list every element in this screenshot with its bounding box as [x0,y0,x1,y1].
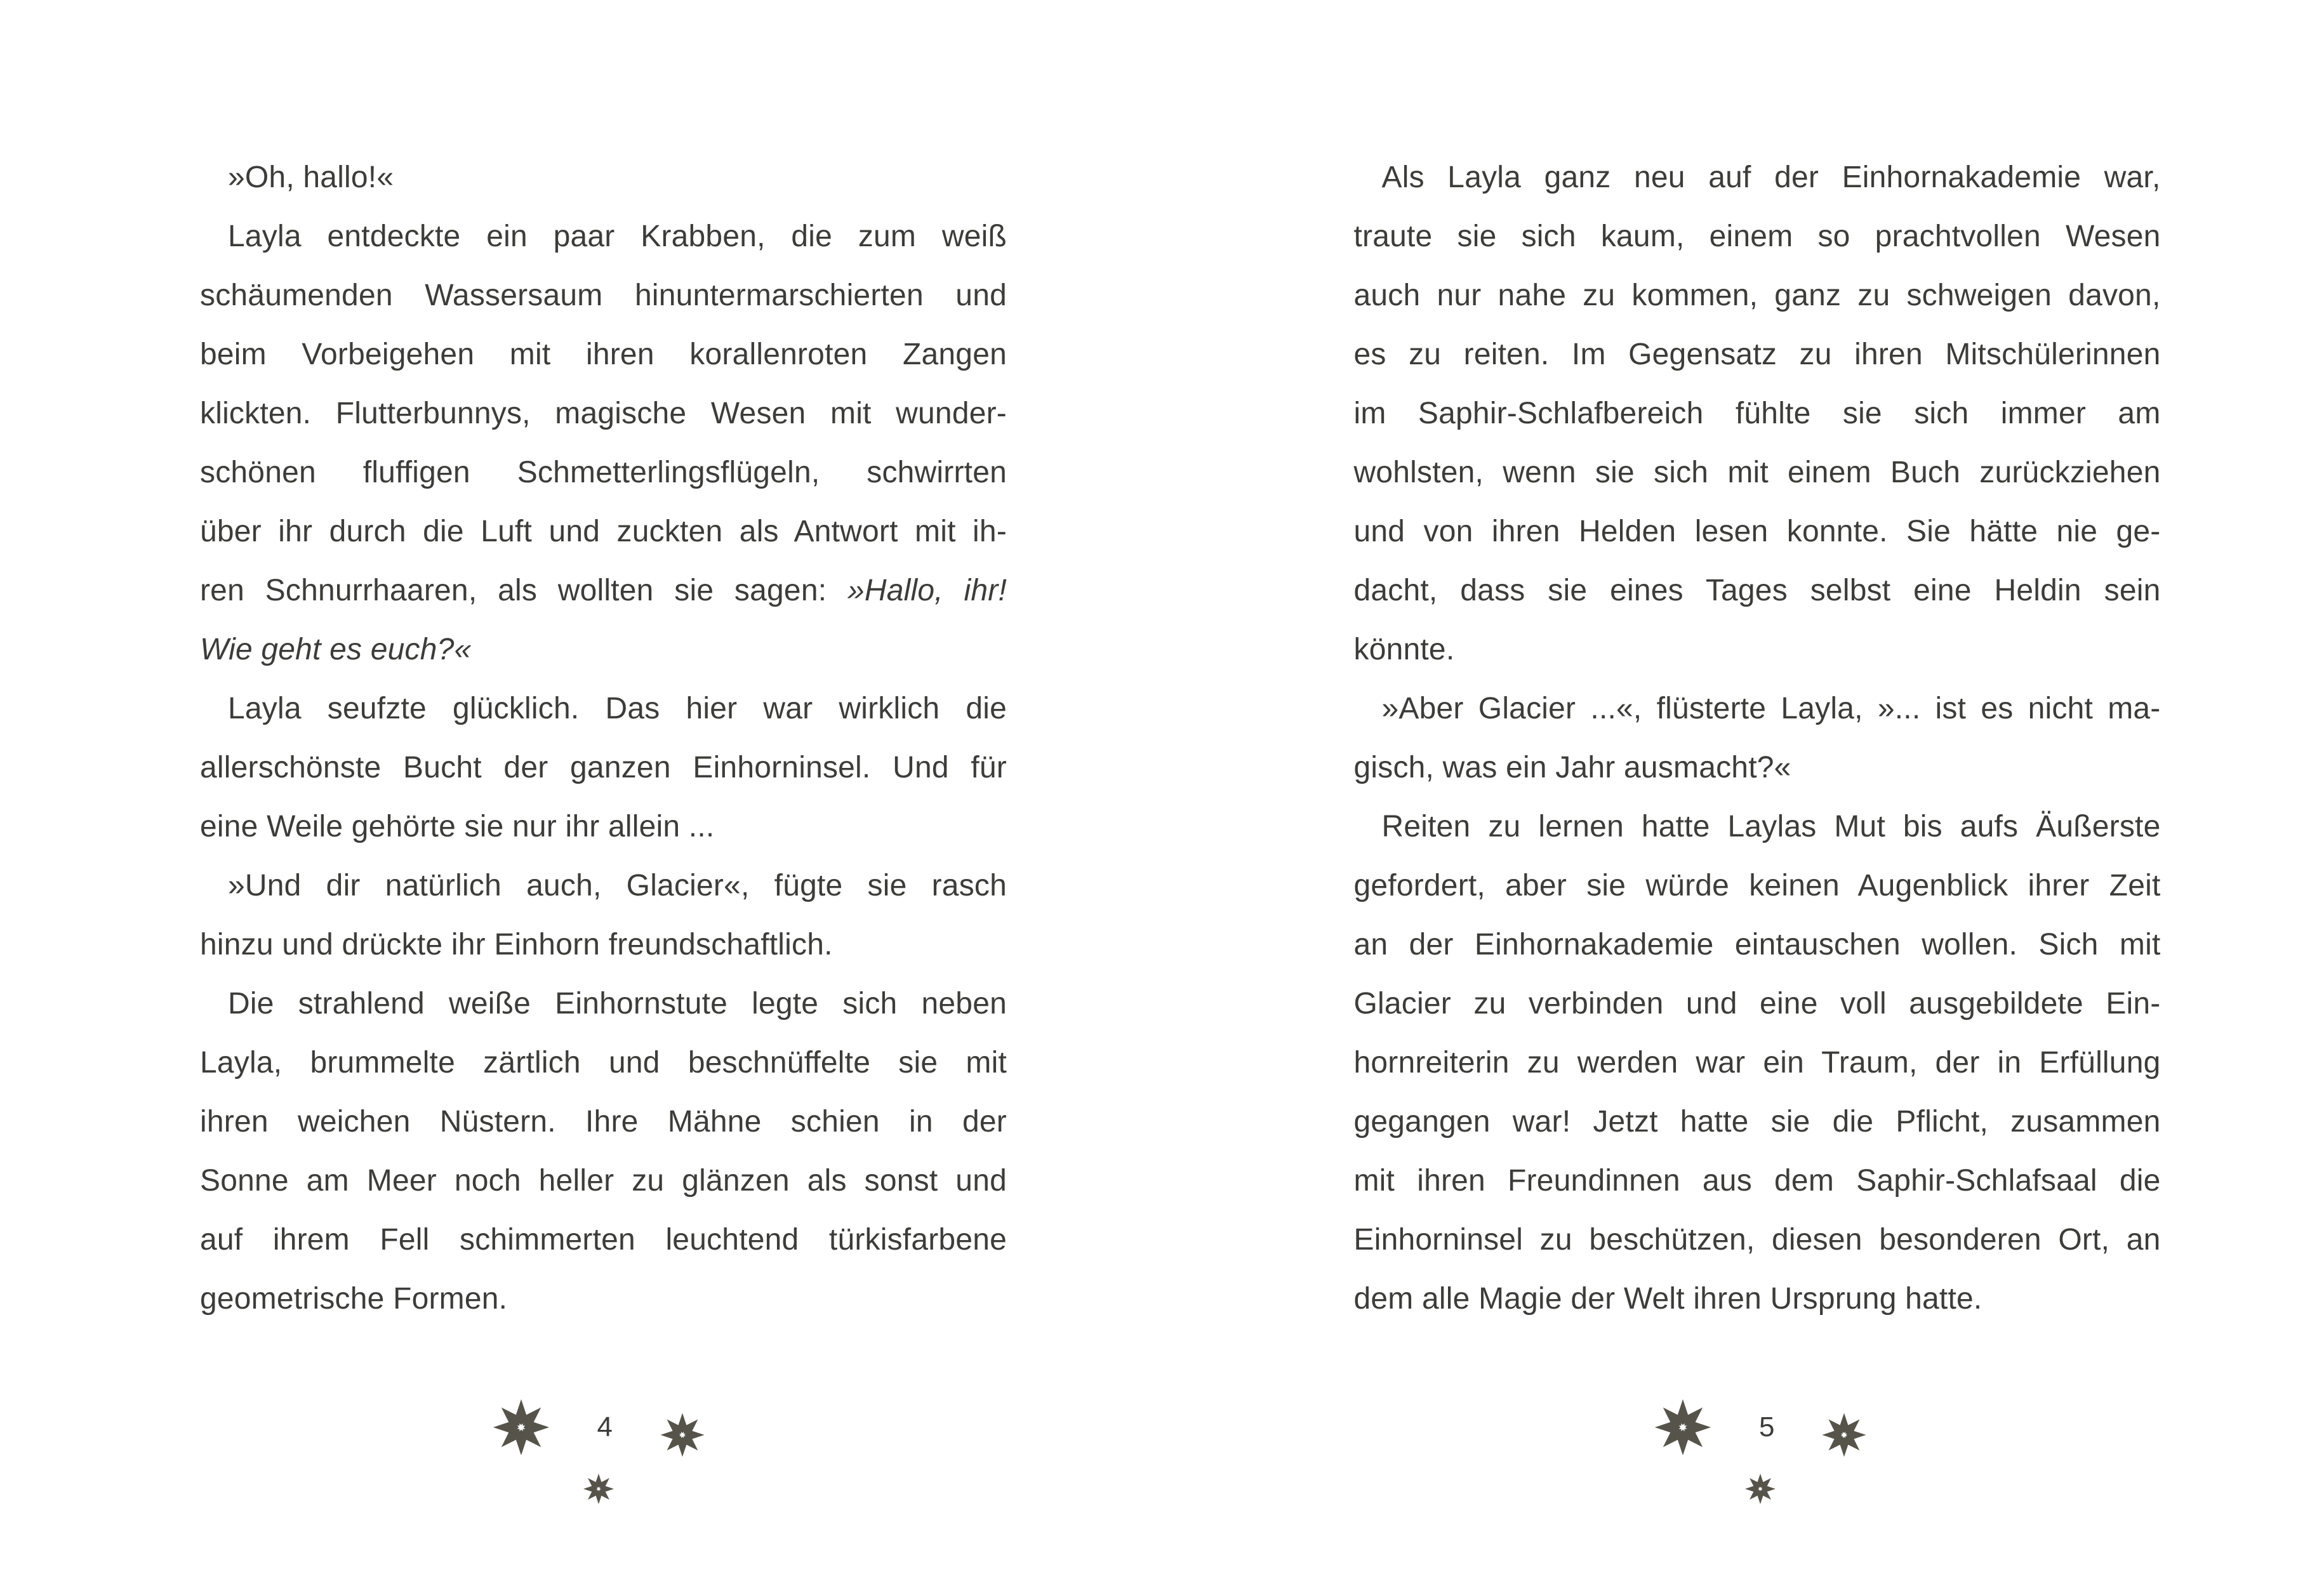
text-line [200,679,1007,738]
text-segment: an der Einhornakademie eintauschen wollen. Sich mit [1353,928,2161,961]
text-segment: Die strahlend weiße Einhornstute legte sich neben [228,987,1007,1020]
italic-text-segment: »Hallo, ihr! [847,574,1007,607]
text-line [1354,797,2161,856]
text-line [1354,915,2161,974]
text-line [200,915,1007,974]
text-segment: hinzu und drückte ihr Einhorn freundschaftlich. [200,928,833,961]
text-segment: Einhorninsel zu beschützen, diesen besonderen Ort, an [1353,1223,2161,1257]
text-line [200,502,1007,561]
text-segment: allerschönste Bucht der ganzen Einhorninsel. Und für [200,751,1007,784]
text-segment: dacht, dass sie eines Tages selbst eine Heldin sein [1353,574,2161,607]
text-segment: es zu reiten. Im Gegensatz zu ihren Mitschülerinnen [1353,338,2161,371]
text-segment: gegangen war! Jetzt hatte sie die Pflicht, zusammen [1353,1105,2161,1139]
text-line [1354,561,2161,620]
text-segment: ihren weichen Nüstern. Ihre Mähne schien in der [200,1105,1007,1139]
text-line [200,620,1007,679]
text-segment: über ihr durch die Luft und zuckten als Antwort mit ih- [200,515,1007,548]
text-line [200,148,1007,207]
text-line [1354,1269,2161,1328]
flower-star-icon [1821,1412,1867,1458]
text-line [200,974,1007,1033]
page-number: 4 [597,1411,613,1443]
text-line [200,561,1007,620]
flower-star-icon [1654,1398,1712,1456]
text-line [1354,1210,2161,1269]
text-line [1354,325,2161,384]
text-line [1354,384,2161,443]
text-line [1354,679,2161,738]
text-line [1354,207,2161,266]
ornament-row [1654,1398,1867,1456]
text-segment: Reiten zu lernen hatte Laylas Mut bis aufs Äußerste [1381,810,2161,843]
text-line [1354,1033,2161,1092]
page-footer [1162,1398,2324,1505]
page-text [1354,148,2161,1328]
page-footer [0,1398,1162,1505]
text-segment: könnte. [1353,633,1455,666]
text-line [1354,502,2161,561]
text-line [1354,266,2161,325]
text-segment: »Und dir natürlich auch, Glacier«, fügte sie rasch [228,869,1007,902]
text-line [200,1033,1007,1092]
text-line [1354,443,2161,502]
text-segment: schönen fluffigen Schmetterlingsflügeln, schwirrten [200,456,1007,489]
text-line [1354,738,2161,797]
text-line [200,1151,1007,1210]
text-line [200,1210,1007,1269]
text-segment: mit ihren Freundinnen aus dem Saphir-Schlafsaal die [1353,1164,2161,1198]
text-segment: gisch, was ein Jahr ausmacht?« [1353,751,1791,784]
text-line [200,443,1007,502]
text-segment: und von ihren Helden lesen konnte. Sie hätte nie ge- [1353,515,2161,548]
text-segment: klickten. Flutterbunnys, magische Wesen mit wunder- [200,397,1007,430]
flower-star-icon [492,1398,550,1456]
text-segment: Glacier zu verbinden und eine voll ausgebildete Ein- [1353,987,2161,1020]
text-line [1354,974,2161,1033]
text-line [200,1269,1007,1328]
text-line [1354,1151,2161,1210]
page-number: 5 [1759,1411,1775,1443]
text-segment: Layla, brummelte zärtlich und beschnüffelte sie mit [200,1046,1007,1080]
text-segment: schäumenden Wassersaum hinuntermarschierten und [200,279,1007,312]
text-segment: dem alle Magie der Welt ihren Ursprung hatte. [1353,1282,1982,1316]
text-segment: Sonne am Meer noch heller zu glänzen als sonst und [200,1164,1007,1198]
text-segment: »Oh, hallo!« [228,161,394,194]
text-segment: gefordert, aber sie würde keinen Augenblick ihrer Zeit [1353,869,2161,902]
text-segment: auf ihrem Fell schimmerten leuchtend türkisfarbene [200,1223,1007,1257]
text-segment: traute sie sich kaum, einem so prachtvollen Wesen [1353,220,2161,253]
text-line [1354,1092,2161,1151]
text-line [200,1092,1007,1151]
text-line [1354,856,2161,915]
text-segment: ren Schnurrhaaren, als wollten sie sagen: [200,574,847,607]
flower-star-icon [1744,1473,1776,1505]
text-line [200,325,1007,384]
text-line [1354,148,2161,207]
text-line [200,384,1007,443]
text-segment: eine Weile gehörte sie nur ihr allein ... [200,810,715,843]
text-line [200,266,1007,325]
page-text [200,148,1007,1328]
text-segment: »Aber Glacier ...«, flüsterte Layla, »... ist es nicht ma- [1381,692,2161,725]
ornament-row [492,1398,705,1456]
flower-star-icon [660,1412,705,1458]
text-line [200,207,1007,266]
text-segment: Layla seufzte glücklich. Das hier war wirklich die [228,692,1007,725]
flower-star-icon [583,1473,614,1505]
text-segment: Layla entdeckte ein paar Krabben, die zum weiß [228,220,1007,253]
text-segment: beim Vorbeigehen mit ihren korallenroten Zangen [200,338,1007,371]
text-line [1354,620,2161,679]
text-line [200,738,1007,797]
text-segment: wohlsten, wenn sie sich mit einem Buch zurückziehen [1353,456,2161,489]
italic-text-segment: Wie geht es euch?« [200,633,472,666]
text-segment: auch nur nahe zu kommen, ganz zu schweigen davon, [1353,279,2161,312]
text-segment: geometrische Formen. [200,1282,508,1316]
text-segment: Als Layla ganz neu auf der Einhornakademie war, [1381,161,2161,194]
text-line [200,797,1007,856]
text-segment: hornreiterin zu werden war ein Traum, der in Erfüllung [1353,1046,2161,1080]
text-segment: im Saphir-Schlafbereich fühlte sie sich immer am [1353,397,2161,430]
text-line [200,856,1007,915]
page-right [1162,0,2324,1572]
